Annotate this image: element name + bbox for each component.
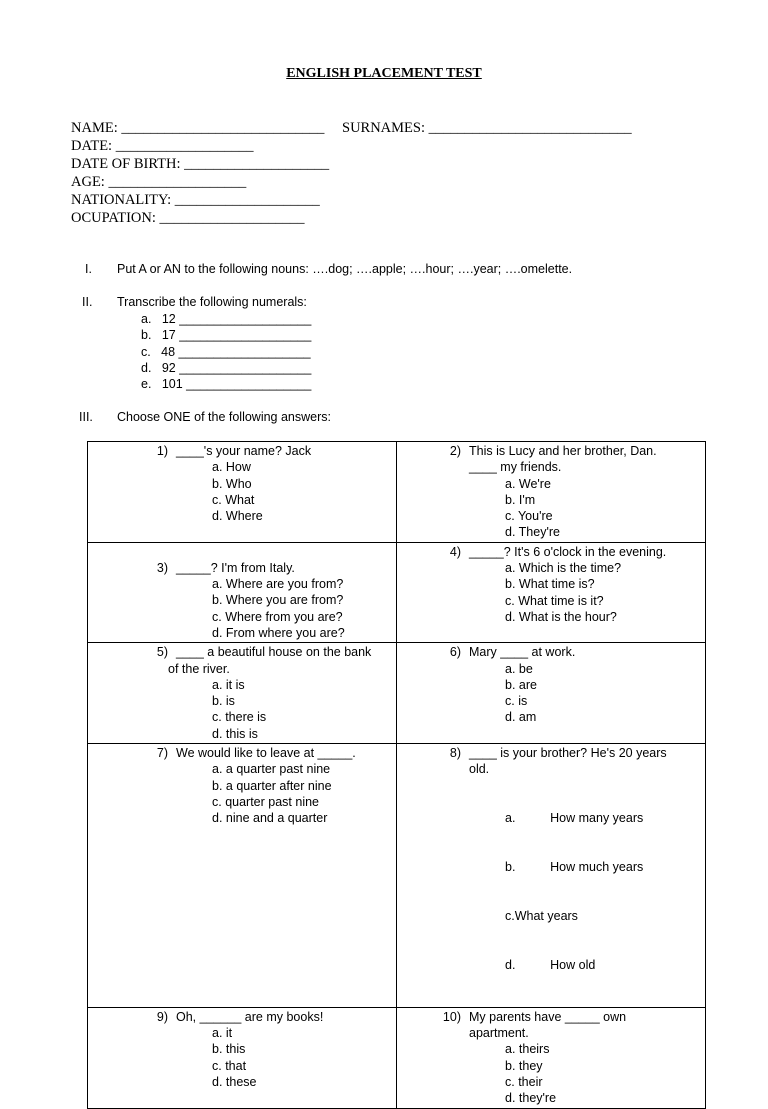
question-cell [88,442,397,543]
answer-option[interactable]: b. What time is? [505,577,595,592]
questions-table [87,441,706,1109]
surnames-field[interactable]: SURNAMES: ____________________________ [342,120,632,136]
answer-option[interactable]: a. How [212,460,251,475]
question-text: ____ is your brother? He's 20 years [469,746,667,761]
question-text: _____? It's 6 o'clock in the evening. [469,544,667,559]
numeral-item[interactable]: d. 92 ___________________ [141,361,312,375]
question-text: We would like to leave at _____. [176,746,356,761]
answer-option[interactable]: d. From where you are? [212,625,345,640]
question-cell [88,643,397,744]
answer-option[interactable]: b. a quarter after nine [212,778,332,793]
question-number: 7) [156,746,168,761]
answer-option[interactable]: b. are [505,677,537,692]
question-text-continued: ____ my friends. [469,460,562,475]
question-number: 3) [156,560,168,575]
answer-option[interactable]: a. it [212,1026,233,1041]
name-field[interactable]: NAME: ____________________________ [71,120,325,136]
answer-option[interactable]: a. be [505,661,533,676]
question-cell [88,744,397,1008]
question-cell [397,442,706,543]
answer-option[interactable]: a. a quarter past nine [212,762,331,777]
answer-option[interactable]: c. What [212,492,255,507]
question-text: This is Lucy and her brother, Dan. [469,444,657,458]
answer-option[interactable]: d. these [212,1074,257,1089]
numeral-item[interactable]: a. 12 ___________________ [141,312,312,326]
numeral-item[interactable]: b. 17 ___________________ [141,328,312,342]
section-instruction: Transcribe the following numerals: [117,295,307,309]
page-title: ENGLISH PLACEMENT TEST [286,66,482,81]
date-field[interactable]: DATE: ___________________ [71,138,254,154]
question-number: 1) [156,444,168,458]
answer-option[interactable]: c.What years [505,909,578,924]
answer-option[interactable]: d. nine and a quarter [212,811,328,826]
question-number: 4) [449,544,461,559]
question-number: 6) [449,645,461,660]
question-text: _____? I'm from Italy. [176,560,295,575]
question-number: 10) [442,1009,461,1024]
answer-option[interactable]: c. their [505,1074,543,1089]
answer-option[interactable]: a. it is [212,677,245,692]
answer-option[interactable]: d. this is [212,726,258,741]
answer-option[interactable]: d. they're [505,1091,557,1106]
section-instruction: Choose ONE of the following answers: [117,410,331,424]
answer-option[interactable]: b. Who [212,476,252,491]
question-number: 9) [156,1009,168,1024]
answer-option[interactable]: c. that [212,1058,247,1073]
question-cell [88,1007,397,1108]
answer-option[interactable]: a. theirs [505,1042,550,1057]
answer-option[interactable]: a. We're [505,476,551,491]
section-number: III. [79,410,93,424]
answer-option[interactable]: a. Where are you from? [212,577,344,592]
answer-option[interactable]: d. am [505,710,537,725]
date-of-birth-field[interactable]: DATE OF BIRTH: ____________________ [71,156,330,172]
question-text: My parents have _____ own [469,1009,627,1024]
answer-option[interactable]: d. How old [505,957,596,972]
question-cell [88,542,397,642]
question-text: ____'s your name? Jack [176,444,312,458]
answer-option[interactable]: d. Where [212,509,263,524]
question-text-continued: old. [469,762,490,777]
answer-option[interactable]: c. You're [505,509,553,524]
answer-option[interactable]: a. How many years [505,811,644,826]
answer-option[interactable]: c. is [505,694,528,709]
answer-option[interactable]: a. Which is the time? [505,561,622,576]
answer-option[interactable]: b. they [505,1058,543,1073]
answer-option[interactable]: d. What is the hour? [505,609,617,624]
section-number: II. [82,295,93,309]
question-cell [397,1007,706,1108]
answer-option[interactable]: c. Where from you are? [212,609,343,624]
question-cell [397,744,706,1008]
question-text: Mary ____ at work. [469,645,576,660]
section-number: I. [85,262,92,276]
answer-option[interactable]: b. I'm [505,492,536,507]
answer-option[interactable]: b. is [212,694,235,709]
answer-option[interactable]: b. How much years [505,860,644,875]
question-cell [397,643,706,744]
question-number: 8) [449,746,461,761]
question-text: ____ a beautiful house on the bank [176,645,372,660]
question-number: 2) [449,444,461,458]
answer-option[interactable]: c. What time is it? [505,593,604,608]
answer-option[interactable]: c. there is [212,710,267,725]
answer-option[interactable]: b. this [212,1042,246,1057]
question-text: Oh, ______ are my books! [176,1009,324,1024]
numeral-item[interactable]: e. 101 __________________ [141,377,312,391]
age-field[interactable]: AGE: ___________________ [71,174,247,190]
section-instruction: Put A or AN to the following nouns: ….dog; ….apple; ….hour; ….year; ….omelette. [117,262,573,276]
question-cell [397,542,706,642]
numeral-item[interactable]: c. 48 ___________________ [141,345,311,359]
question-number: 5) [156,645,168,660]
answer-option[interactable]: c. quarter past nine [212,794,320,809]
nationality-field[interactable]: NATIONALITY: ____________________ [71,192,320,208]
question-text-continued: of the river. [168,661,230,676]
occupation-field[interactable]: OCUPATION: ____________________ [71,210,305,226]
question-text-continued: apartment. [469,1026,529,1041]
answer-option[interactable]: d. They're [505,525,560,540]
answer-option[interactable]: b. Where you are from? [212,593,344,608]
